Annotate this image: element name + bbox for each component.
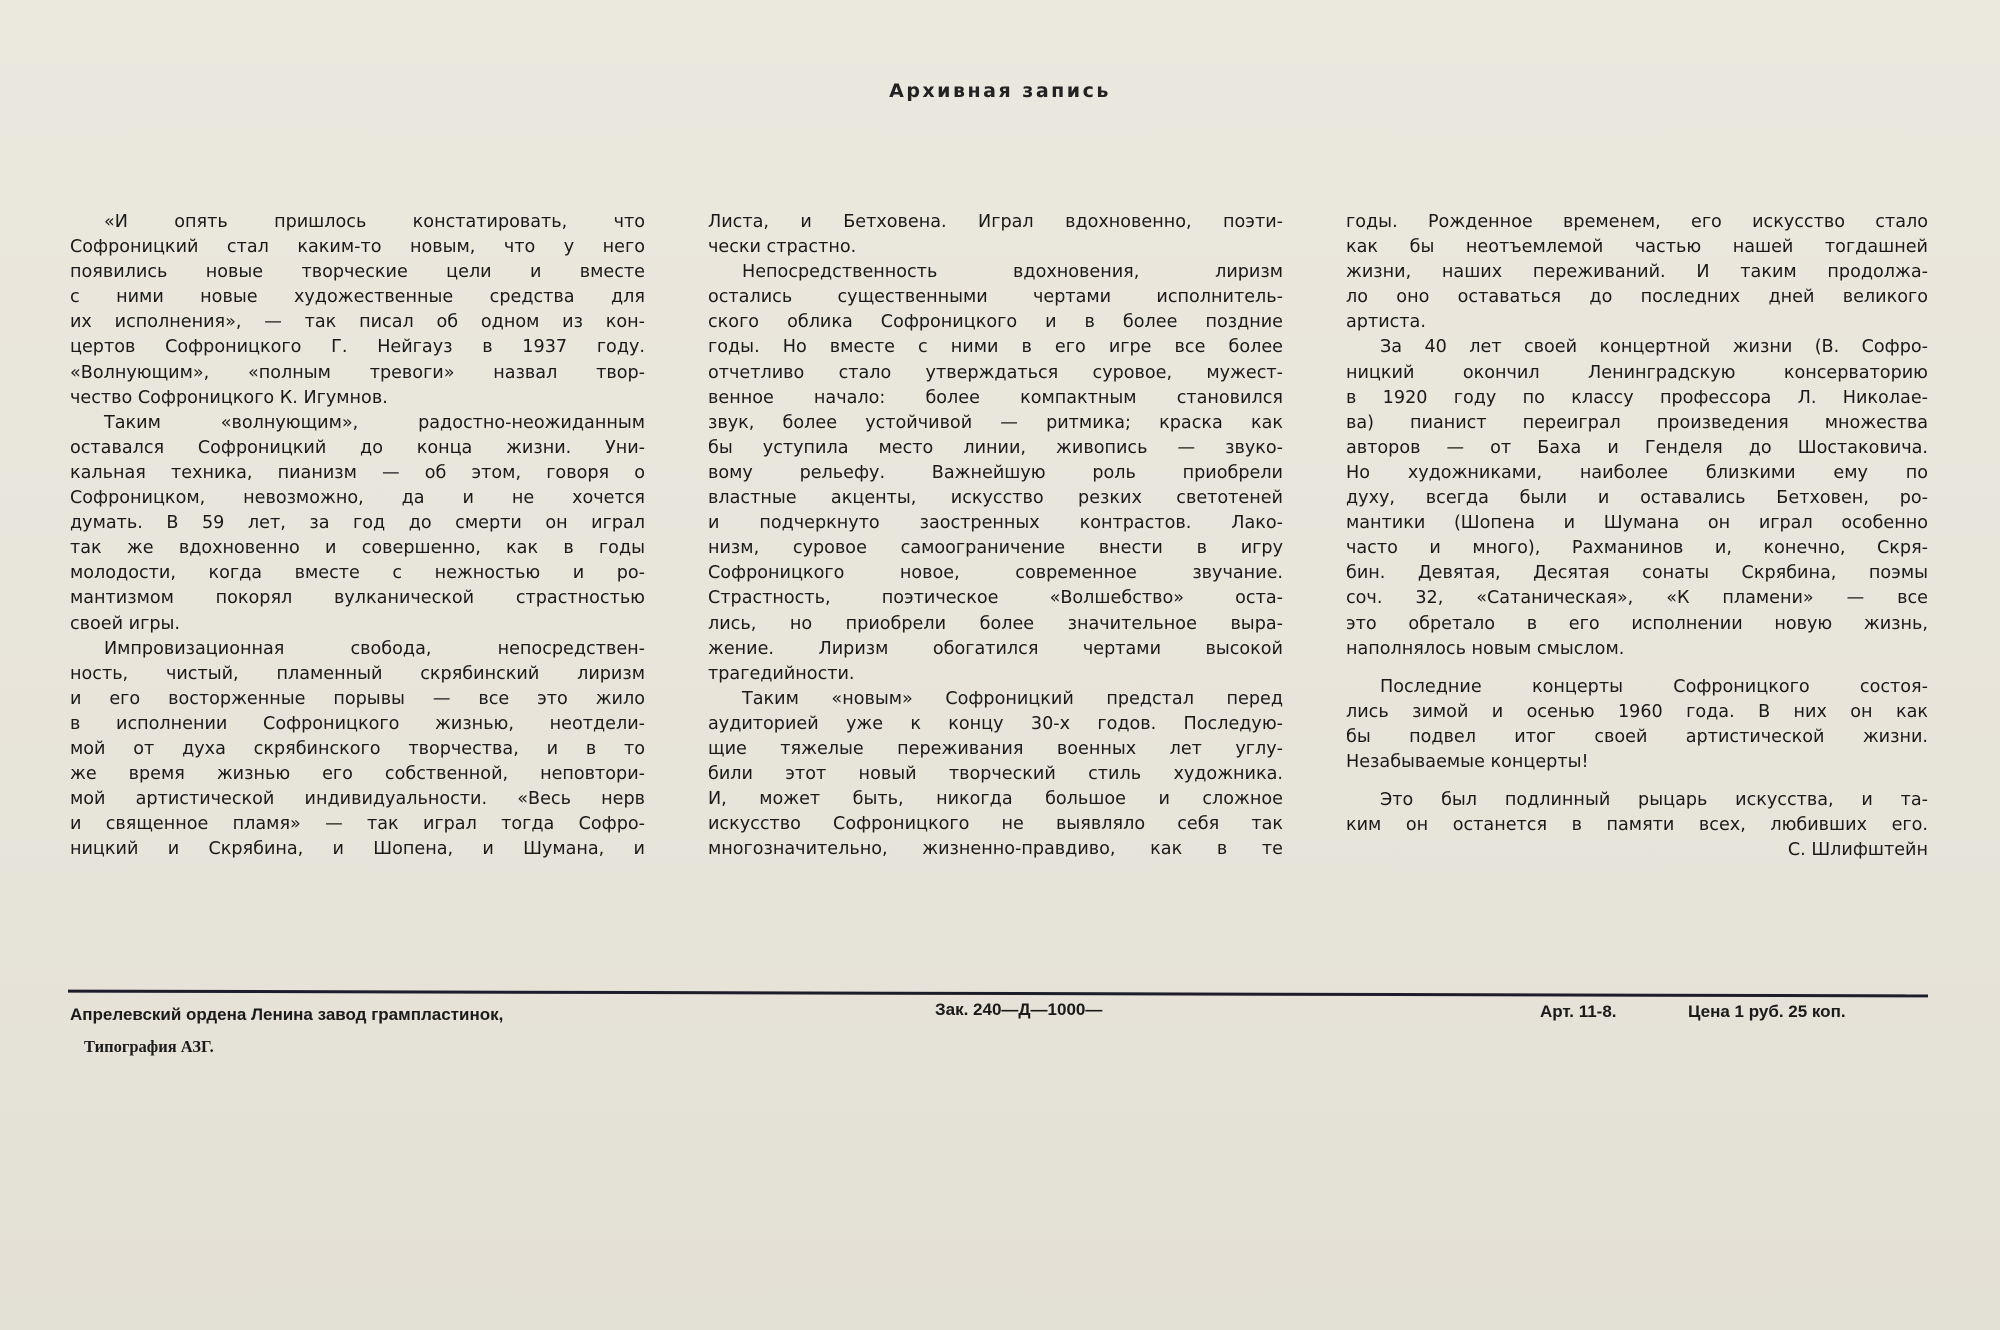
text-line: чески страстно. bbox=[708, 237, 857, 258]
text-line: Софроницкого новое, современное звучание. bbox=[708, 563, 1283, 584]
text-line: Но художниками, наиболее близкими ему по bbox=[1346, 462, 1928, 483]
text-line: так же вдохновенно и совершенно, как в годы bbox=[70, 538, 645, 559]
text-line: с ними новые художественные средства для bbox=[70, 287, 645, 308]
text-line: ва) пианист переиграл произведения множества bbox=[1346, 412, 1928, 433]
text-line: Листа, и Бетховена. Играл вдохновенно, поэти- bbox=[708, 212, 1283, 232]
text-line: ского облика Софроницкого и в более поздние bbox=[708, 312, 1283, 333]
text-line: соч. 32, «Сатаническая», «К пламени» — все bbox=[1346, 588, 1928, 609]
text-line: жизни, наших переживаний. И таким продолжа- bbox=[1346, 262, 1928, 283]
text-line: наполнялось новым смыслом. bbox=[1346, 638, 1625, 659]
text-line: бы уступила место линии, живопись — звуко- bbox=[708, 437, 1283, 458]
text-line: мой артистической индивидуальности. «Весь нерв bbox=[70, 789, 645, 810]
footer-divider bbox=[68, 990, 1928, 998]
text-line: властные акценты, искусство резких светотеней bbox=[708, 488, 1283, 509]
text-line: остались существенными чертами исполнитель- bbox=[708, 287, 1283, 308]
text-line: авторов — от Баха и Генделя до Шостаковича. bbox=[1346, 437, 1928, 458]
text-line: Страстность, поэтическое «Волшебство» оста- bbox=[708, 588, 1283, 609]
page-title: Архивная запись bbox=[889, 80, 1111, 102]
text-line: лись зимой и осенью 1960 года. В них он как bbox=[1346, 701, 1928, 722]
text-line: цертов Софроницкого Г. Нейгауз в 1937 году. bbox=[70, 337, 645, 358]
text-line: лись, но приобрели более значительное выра- bbox=[708, 613, 1283, 634]
text-line: жение. Лиризм обогатился чертами высокой bbox=[708, 638, 1283, 659]
text-line: ницкий и Скрябина, и Шопена, и Шумана, и bbox=[70, 839, 645, 860]
text-line: ло оно оставаться до последних дней великого bbox=[1346, 287, 1928, 308]
text-column-1 bbox=[70, 210, 645, 862]
text-line: в 1920 году по классу профессора Л. Николае- bbox=[1346, 387, 1928, 408]
text-line: ницкий окончил Ленинградскую консерваторию bbox=[1346, 362, 1928, 383]
text-line: бы подвел итог своей артистической жизни. bbox=[1346, 726, 1928, 747]
text-line: венное начало: более компактным становился bbox=[708, 387, 1283, 408]
text-line: ким он останется в памяти всех, любивших его. bbox=[1346, 815, 1928, 836]
text-line: появились новые творческие цели и вместе bbox=[70, 262, 645, 283]
text-line: кальная техника, пианизм — об этом, говоря о bbox=[70, 462, 645, 483]
text-line: многозначительно, жизненно-правдиво, как в те bbox=[708, 839, 1283, 860]
author-signature: С. Шлифштейн bbox=[1787, 840, 1928, 861]
text-line: За 40 лет своей концертной жизни (В. Софро- bbox=[1380, 337, 1928, 358]
text-line: низм, суровое самоограничение внести в игру bbox=[708, 538, 1283, 559]
text-line: годы. Но вместе с ними в его игре все более bbox=[708, 337, 1283, 358]
text-line: Это был подлинный рыцарь искусства, и та- bbox=[1380, 790, 1928, 811]
paragraph-gap bbox=[1346, 775, 1928, 788]
text-line: отчетливо стало утверждаться суровое, мужест- bbox=[708, 362, 1283, 383]
text-line: думать. В 59 лет, за год до смерти он играл bbox=[70, 513, 645, 534]
text-line: Софроницкий стал каким-то новым, что у него bbox=[70, 237, 645, 258]
text-line: Последние концерты Софроницкого состоя- bbox=[1380, 676, 1928, 697]
text-line: аудиторией уже к концу 30-х годов. Последую- bbox=[708, 713, 1283, 734]
text-line: своей игры. bbox=[70, 613, 180, 634]
text-line: И, может быть, никогда большое и сложное bbox=[708, 789, 1283, 810]
text-line: это обретало в его исполнении новую жизнь, bbox=[1346, 613, 1928, 634]
text-line: как бы неотъемлемой частью нашей тогдашней bbox=[1346, 237, 1928, 258]
text-line: Непосредственность вдохновения, лиризм bbox=[742, 262, 1283, 283]
text-line: звук, более устойчивой — ритмика; краска как bbox=[708, 412, 1283, 433]
text-line: Таким «новым» Софроницкий предстал перед bbox=[742, 688, 1283, 709]
text-line: годы. Рожденное временем, его искусство стало bbox=[1346, 212, 1928, 232]
text-line: артиста. bbox=[1346, 312, 1426, 333]
text-line: мой от духа скрябинского творчества, и в то bbox=[70, 738, 645, 759]
order-number: Зак. 240—Д—1000— bbox=[935, 1000, 1103, 1019]
text-line: щие тяжелые переживания военных лет углу- bbox=[708, 738, 1283, 759]
text-line: мантизмом покорял вулканической страстностью bbox=[70, 588, 645, 609]
text-line: молодости, когда вместе с нежностью и ро- bbox=[70, 563, 645, 584]
publisher-line: Апрелевский ордена Ленина завод грампластинок, bbox=[70, 1005, 504, 1024]
text-line: Импровизационная свобода, непосредствен- bbox=[104, 638, 645, 659]
text-line: Незабываемые концерты! bbox=[1346, 751, 1589, 772]
article-number: Арт. 11-8. bbox=[1540, 1002, 1617, 1021]
text-line: ность, чистый, пламенный скрябинский лиризм bbox=[70, 663, 645, 684]
text-line: и его восторженные порывы — все это жило bbox=[70, 688, 645, 709]
text-line: Софроницком, невозможно, да и не хочется bbox=[70, 488, 645, 509]
text-line: в исполнении Софроницкого жизнью, неотдели- bbox=[70, 713, 645, 734]
text-line: мантики (Шопена и Шумана он играл особенно bbox=[1346, 513, 1928, 534]
text-column-3 bbox=[1346, 210, 1928, 863]
price-label: Цена 1 руб. 25 коп. bbox=[1688, 1002, 1846, 1021]
text-line: трагедийности. bbox=[708, 663, 855, 684]
paragraph-gap bbox=[1346, 662, 1928, 675]
text-line: Таким «волнующим», радостно-неожиданным bbox=[104, 412, 645, 433]
text-line: били этот новый творческий стиль художника. bbox=[708, 764, 1283, 785]
text-line: «И опять пришлось констатировать, что bbox=[104, 212, 645, 232]
text-line: и священное пламя» — так играл тогда Софро- bbox=[70, 814, 645, 835]
text-line: же время жизнью его собственной, неповтори- bbox=[70, 764, 645, 785]
text-column-2 bbox=[708, 210, 1283, 862]
text-line: чество Софроницкого К. Игумнов. bbox=[70, 387, 388, 408]
text-line: их исполнения», — так писал об одном из кон- bbox=[70, 312, 645, 333]
printer-line: Типография АЗГ. bbox=[84, 1037, 214, 1056]
text-line: оставался Софроницкий до конца жизни. Уни- bbox=[70, 437, 645, 458]
text-line: и подчеркнуто заостренных контрастов. Лако- bbox=[708, 513, 1283, 534]
text-line: бин. Девятая, Десятая сонаты Скрябина, поэмы bbox=[1346, 563, 1928, 584]
text-line: духу, всегда были и оставались Бетховен, ро- bbox=[1346, 488, 1928, 509]
text-line: вому рельефу. Важнейшую роль приобрели bbox=[708, 462, 1283, 483]
text-line: часто и много), Рахманинов и, конечно, Скря- bbox=[1346, 538, 1928, 559]
text-line: искусство Софроницкого не выявляло себя так bbox=[708, 814, 1283, 835]
text-line: «Волнующим», «полным тревоги» назвал твор- bbox=[70, 362, 645, 383]
